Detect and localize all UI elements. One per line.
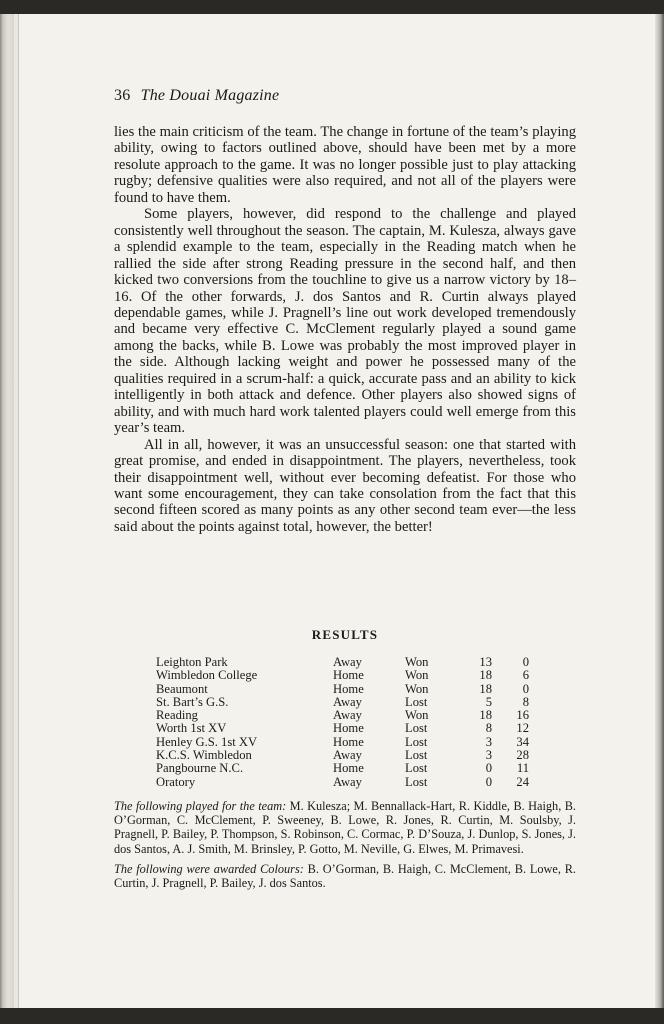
opponent-cell: Wimbledon College bbox=[156, 668, 258, 683]
publication-title: The Douai Magazine bbox=[140, 87, 280, 104]
team-notes bbox=[114, 799, 576, 890]
points-against-cell: 28 bbox=[516, 748, 529, 763]
opponent-cell: Beaumont bbox=[156, 681, 208, 696]
venue-cell: Away bbox=[333, 774, 362, 789]
players-note bbox=[114, 799, 576, 856]
book-page bbox=[18, 14, 655, 1008]
scan-border-top bbox=[0, 0, 664, 14]
venue-cell: Home bbox=[333, 761, 364, 776]
paragraph: All in all, however, it was an unsuccessful season: one that started with great promise, and ended in disappointment. The players, nevertheless, took their disappointment well, without ever becoming defeatist. For those who want some encouragement, they can take consolation from the fact that this second fifteen scored as many points as any other second team ever—the less said about the points against total, however, the better! bbox=[114, 436, 576, 535]
opponent-cell: Worth 1st XV bbox=[156, 721, 227, 736]
points-for-cell: 18 bbox=[479, 668, 492, 683]
page-number: 36 bbox=[114, 87, 131, 104]
points-for-cell: 13 bbox=[479, 655, 492, 669]
colours-label: The following were awarded Colours: bbox=[114, 861, 304, 876]
points-for-cell: 18 bbox=[479, 708, 492, 723]
opponent-cell: Henley G.S. 1st XV bbox=[156, 734, 258, 749]
points-for-cell: 3 bbox=[485, 734, 492, 749]
table-row bbox=[156, 749, 529, 762]
venue-cell: Away bbox=[333, 655, 362, 669]
points-against-cell: 6 bbox=[522, 668, 529, 683]
book-gutter bbox=[0, 14, 14, 1008]
points-against-cell: 12 bbox=[516, 721, 529, 736]
result-cell: Lost bbox=[405, 774, 428, 789]
players-label: The following played for the team: bbox=[114, 799, 287, 813]
venue-cell: Away bbox=[333, 708, 362, 723]
result-cell: Lost bbox=[405, 721, 428, 736]
table-row bbox=[156, 776, 529, 789]
opponent-cell: Reading bbox=[156, 708, 198, 723]
opponent-cell: St. Bart’s G.S. bbox=[156, 694, 229, 709]
table-row bbox=[156, 709, 529, 722]
opponent-cell: K.C.S. Wimbledon bbox=[156, 748, 252, 763]
venue-cell: Away bbox=[333, 748, 362, 763]
points-against-cell: 34 bbox=[516, 734, 529, 749]
points-for-cell: 5 bbox=[485, 694, 492, 709]
points-against-cell: 8 bbox=[522, 694, 529, 709]
results-heading: RESULTS bbox=[311, 627, 379, 642]
result-cell: Won bbox=[405, 681, 429, 696]
table-row bbox=[156, 722, 529, 735]
points-for-cell: 18 bbox=[479, 681, 492, 696]
players-list: M. Kulesza; M. Bennallack-Hart, R. Kiddle, B. Haigh, B. O’Gorman, C. McClement, P. Sweeney, B. Lowe, R. Jones, R. Curtin, M. Soulsby, J. Pragnell, P. Bailey, P. Thompson, S. Robinson, C. Cormac, P. D’Souza, J. Dunlop, S. Jones, J. dos Santos, A. J. Smith, M. Brinsley, P. Gotto, M. Neville, G. Elwes, M. Primavesi. bbox=[114, 799, 576, 856]
opponent-cell: Leighton Park bbox=[156, 655, 228, 669]
result-cell: Lost bbox=[405, 734, 428, 749]
table-row bbox=[156, 696, 529, 709]
results-table-body bbox=[156, 656, 529, 789]
opponent-cell: Pangbourne N.C. bbox=[156, 761, 244, 776]
page-edge bbox=[654, 14, 664, 1008]
venue-cell: Home bbox=[333, 721, 364, 736]
table-row bbox=[156, 683, 529, 696]
colours-list: B. O’Gorman, B. Haigh, C. McClement, B. Lowe, R. Curtin, J. Pragnell, P. Bailey, J. dos Santos. bbox=[114, 861, 576, 891]
result-cell: Won bbox=[405, 668, 429, 683]
points-against-cell: 11 bbox=[516, 761, 529, 776]
points-against-cell: 16 bbox=[516, 708, 529, 723]
points-against-cell: 0 bbox=[522, 681, 529, 696]
venue-cell: Away bbox=[333, 694, 362, 709]
colours-note bbox=[114, 862, 576, 890]
article-body bbox=[114, 124, 576, 535]
venue-cell: Home bbox=[333, 681, 364, 696]
running-head bbox=[114, 87, 279, 105]
venue-cell: Home bbox=[333, 668, 364, 683]
points-for-cell: 8 bbox=[485, 721, 492, 736]
paragraph-continued: lies the main criticism of the team. The change in fortune of the team’s playing ability, owing to factors outlined above, should have been met by a more resolute approach to the game. It was no longer possible just to play attacking rugby; defensive qualities were also required, and not all of the players were found to have them. bbox=[114, 124, 576, 206]
points-for-cell: 0 bbox=[485, 774, 492, 789]
table-row bbox=[156, 669, 529, 682]
points-for-cell: 0 bbox=[485, 761, 492, 776]
result-cell: Won bbox=[405, 655, 429, 669]
result-cell: Won bbox=[405, 708, 429, 723]
points-against-cell: 0 bbox=[522, 655, 529, 669]
result-cell: Lost bbox=[405, 761, 428, 776]
points-against-cell: 24 bbox=[516, 774, 529, 789]
table-row bbox=[156, 656, 529, 669]
venue-cell: Home bbox=[333, 734, 364, 749]
table-row bbox=[156, 736, 529, 749]
opponent-cell: Oratory bbox=[156, 774, 196, 789]
result-cell: Lost bbox=[405, 748, 428, 763]
paragraph: Some players, however, did respond to the challenge and played consistently well throughout the season. The captain, M. Kulesza, always gave a splendid example to the team, especially in the Reading match when he rallied the side after strong Reading pressure in the second half, and then kicked two conversions from the touchline to give us a narrow victory by 18–16. Of the other forwards, J. dos Santos and R. Curtin always played dependable games, while J. Pragnell’s line out work developed tremendously and became very effective C. McClement regularly played a sound game among the backs, while B. Lowe was probably the most improved player in the side. Although lacking weight and power he possessed many of the qualities required in a scrum-half: a quick, accurate pass and an ability to kick intelligently in both attack and defence. Other players also showed signs of ability, and with much hard work talented players could well emerge from this year’s team. bbox=[114, 206, 576, 437]
scan-border-bottom bbox=[0, 1008, 664, 1024]
table-row bbox=[156, 762, 529, 775]
result-cell: Lost bbox=[405, 694, 428, 709]
results-table bbox=[156, 656, 529, 789]
points-for-cell: 3 bbox=[485, 748, 492, 763]
